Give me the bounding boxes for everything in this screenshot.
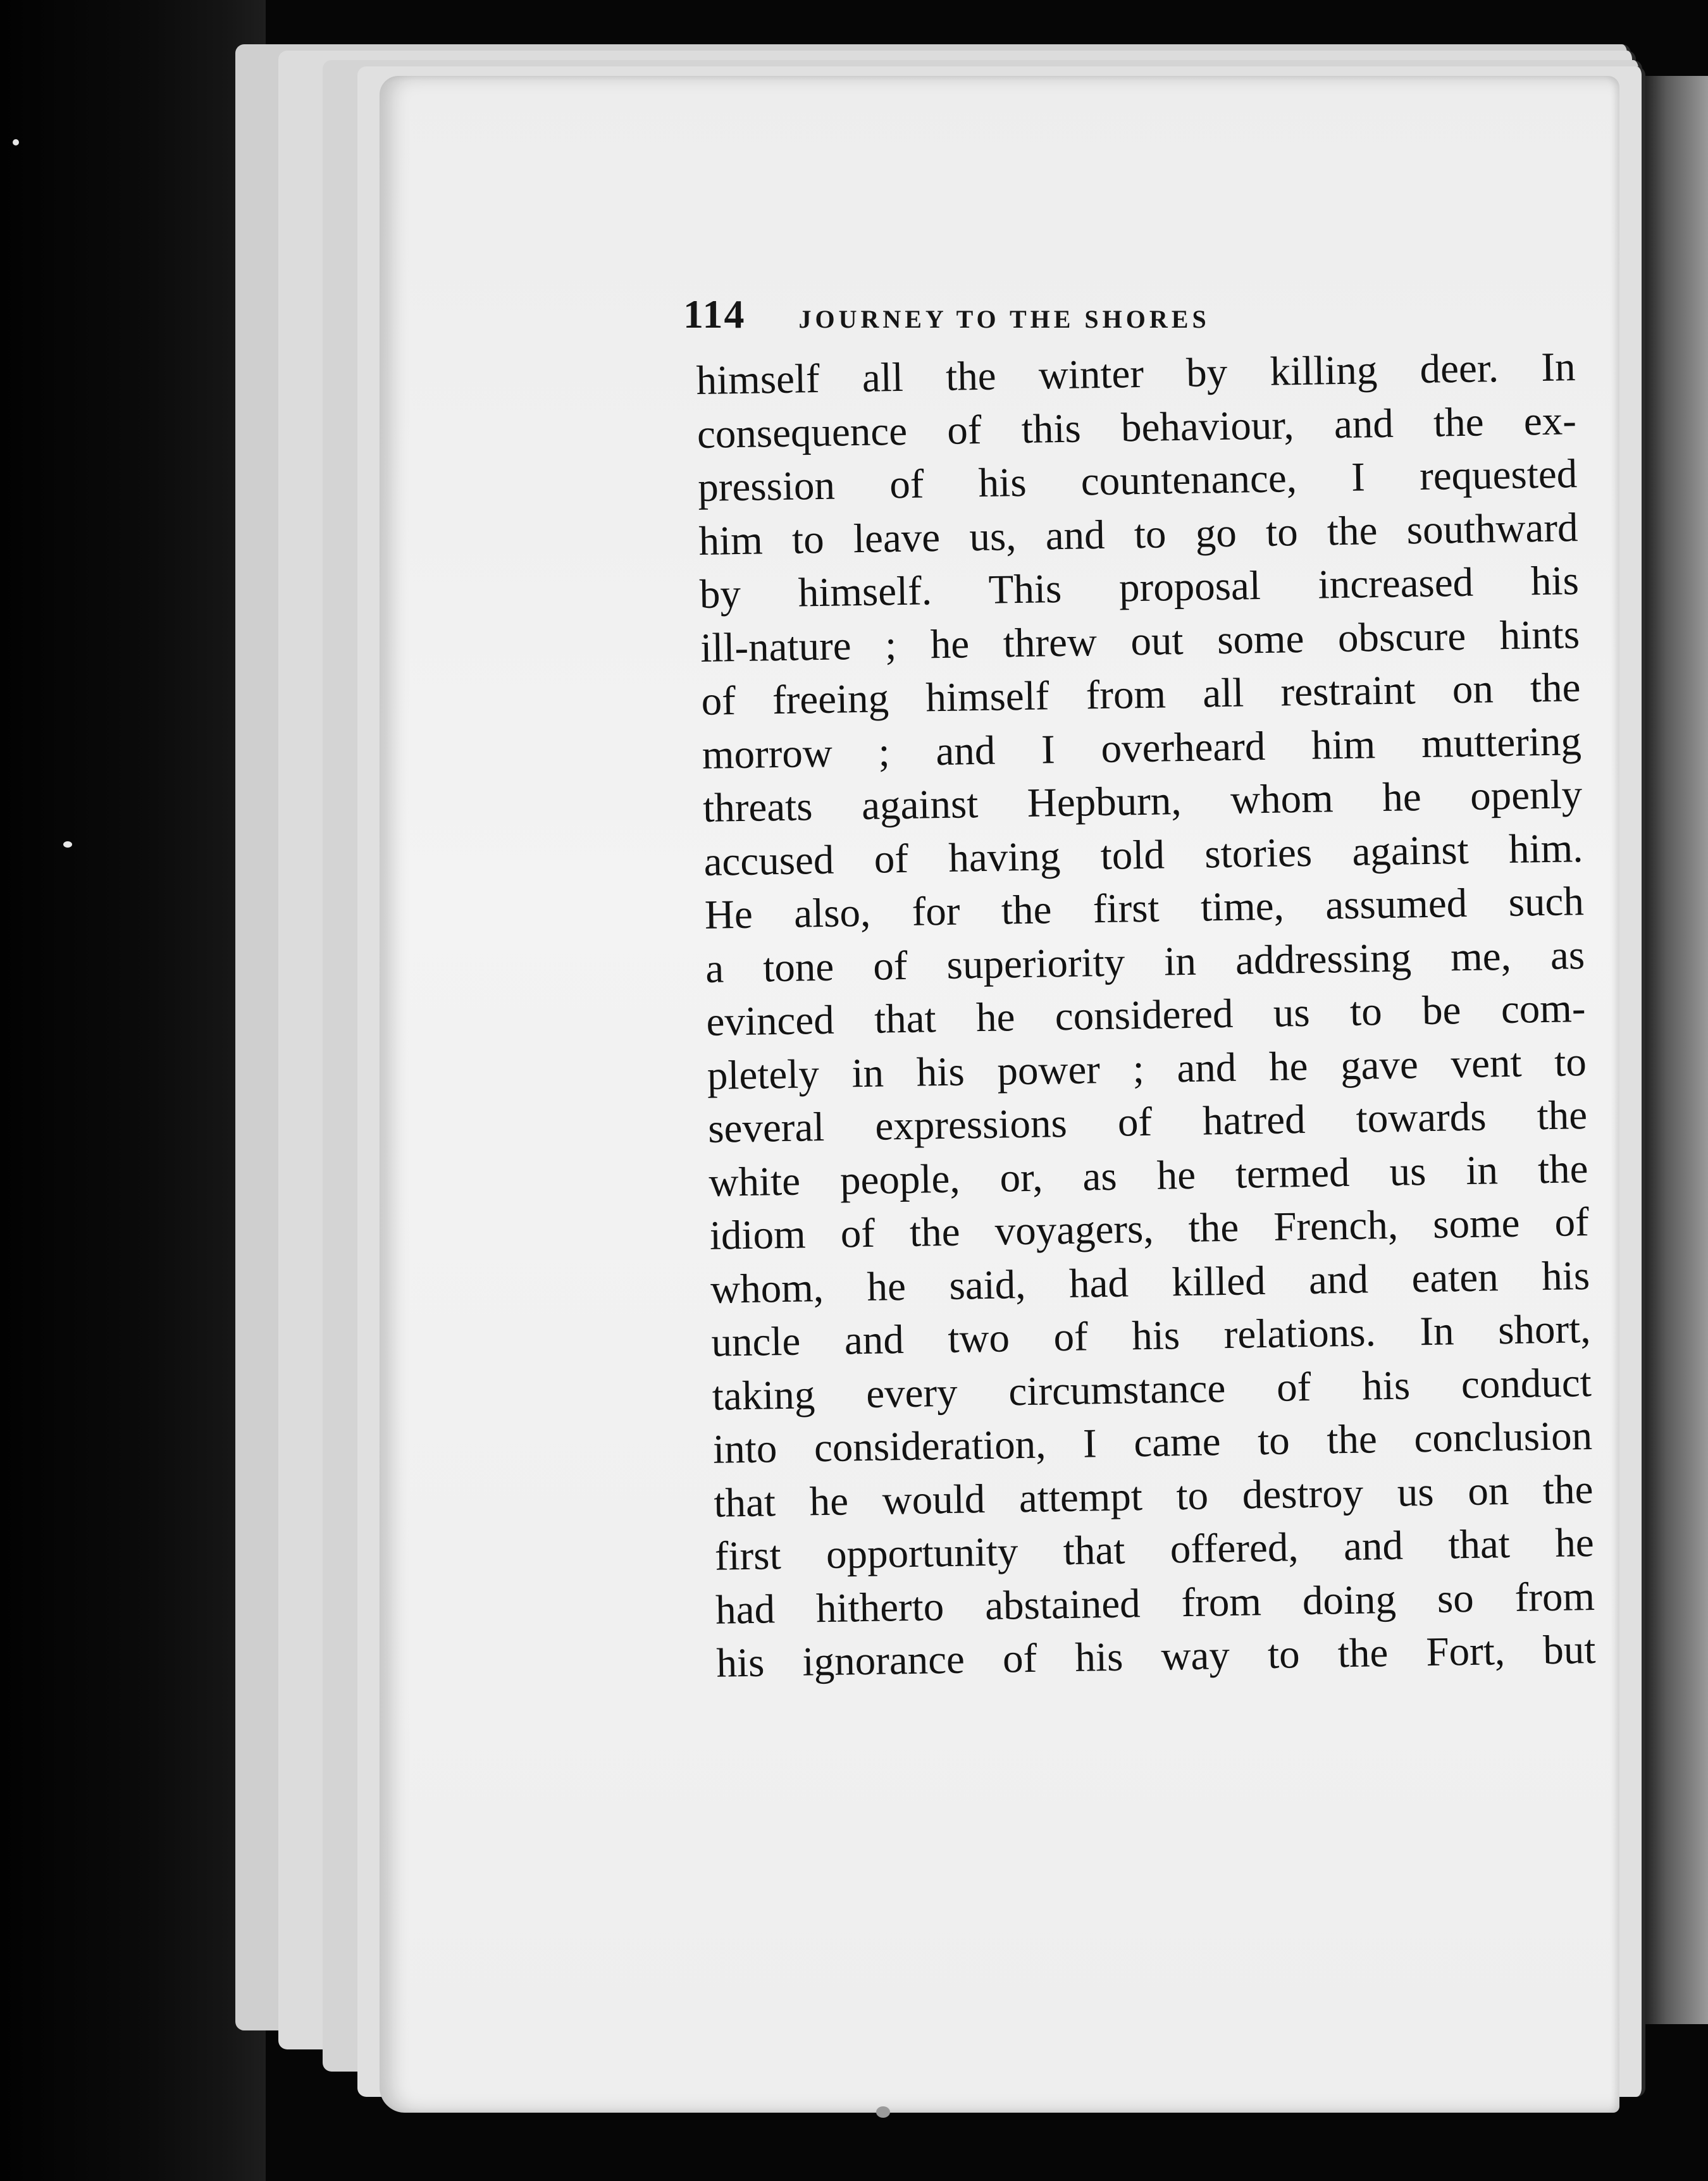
text-line: that he would attempt to destroy us on the	[713, 1466, 1594, 1526]
dust-speck	[876, 2106, 890, 2118]
book-binding	[0, 0, 266, 2181]
text-line: morrow ; and I overheard him muttering	[702, 718, 1582, 778]
text-line: a tone of superiority in addressing me, as	[705, 932, 1585, 992]
text-line: by himself. This proposal increased his	[699, 558, 1580, 617]
text-line: white people, or, as he termed us in the	[709, 1146, 1588, 1206]
text-line: idiom of the voyagers, the French, some of	[709, 1199, 1590, 1259]
text-line: uncle and two of his relations. In short,	[710, 1306, 1591, 1366]
text-line: accused of having told stories against him.	[703, 825, 1583, 885]
running-title: JOURNEY TO THE SHORES	[798, 305, 1210, 333]
text-line: several expressions of hatred towards the	[707, 1092, 1588, 1152]
body-text	[696, 340, 1596, 1690]
text-line: ill-nature ; he threw out some obscure hints	[700, 611, 1580, 671]
running-head	[683, 291, 1379, 342]
text-line: pression of his countenance, I requested	[697, 451, 1578, 510]
text-line: himself all the winter by killing deer. In	[696, 344, 1576, 404]
text-line: his ignorance of his way to the Fort, but	[715, 1626, 1596, 1686]
text-line: of freeing himself from all restraint on the	[701, 665, 1581, 724]
dust-speck	[13, 139, 19, 145]
facing-page-edge	[1638, 76, 1708, 2024]
text-line: threats against Hepburn, whom he openly	[702, 772, 1583, 831]
dust-speck	[63, 841, 72, 848]
text-line: first opportunity that offered, and that he	[714, 1519, 1595, 1579]
text-line: into consideration, I came to the conclusion	[712, 1412, 1593, 1473]
text-line: taking every circumstance of his conduct	[712, 1359, 1592, 1419]
text-line: He also, for the first time, assumed such	[704, 879, 1585, 938]
text-line: him to leave us, and to go to the southward	[698, 504, 1579, 564]
text-line: pletely in his power ; and he gave vent to	[707, 1039, 1587, 1099]
text-line: consequence of this behaviour, and the ex-	[696, 397, 1577, 457]
text-line: had hitherto abstained from doing so from	[715, 1573, 1595, 1633]
text-line: evinced that he considered us to be com-	[706, 985, 1586, 1045]
text-line: whom, he said, had killed and eaten his	[710, 1252, 1590, 1313]
page-number: 114	[683, 292, 746, 337]
